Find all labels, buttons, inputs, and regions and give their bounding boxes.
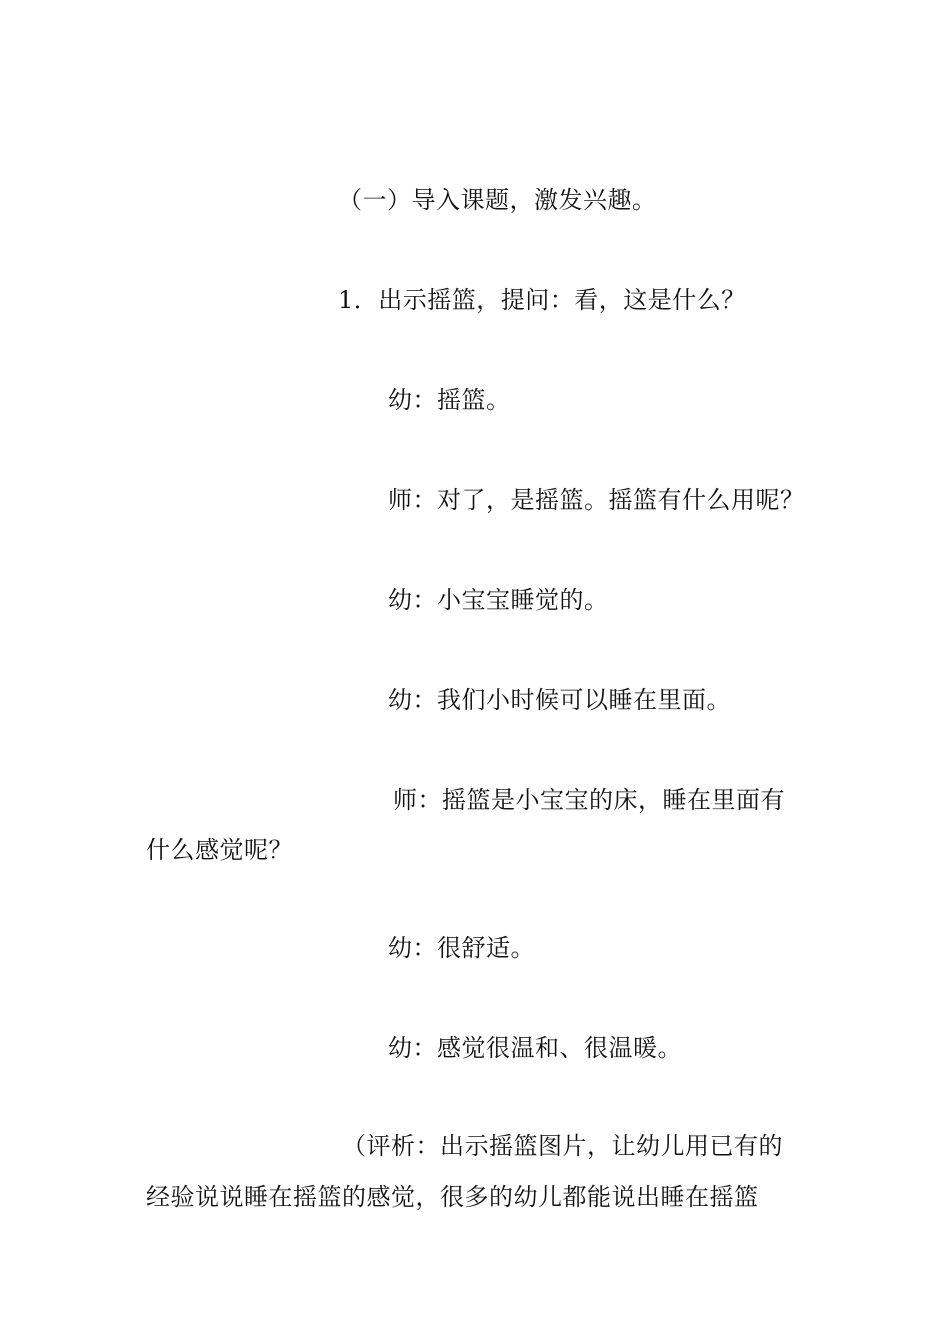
dialogue-line: 幼：感觉很温和、很温暖。 bbox=[388, 1034, 682, 1062]
section-heading: （一）导入课题，激发兴趣。 bbox=[338, 186, 657, 214]
step-1-question: 1．出示摇篮，提问：看，这是什么？ bbox=[338, 286, 746, 314]
dialogue-line: 幼：摇篮。 bbox=[388, 386, 511, 414]
teacher-question-line-1: 师：摇篮是小宝宝的床，睡在里面有 bbox=[393, 786, 785, 814]
teacher-question-line-2: 什么感觉呢？ bbox=[146, 836, 293, 864]
dialogue-line: 幼：小宝宝睡觉的。 bbox=[388, 586, 609, 614]
dialogue-line: 幼：很舒适。 bbox=[388, 934, 535, 962]
commentary-line-1: （评析：出示摇篮图片，让幼儿用已有的 bbox=[342, 1132, 783, 1160]
dialogue-line: 幼：我们小时候可以睡在里面。 bbox=[388, 686, 731, 714]
commentary-line-2: 经验说说睡在摇篮的感觉，很多的幼儿都能说出睡在摇篮 bbox=[146, 1183, 759, 1211]
dialogue-line: 师：对了，是摇篮。摇篮有什么用呢？ bbox=[388, 486, 805, 514]
